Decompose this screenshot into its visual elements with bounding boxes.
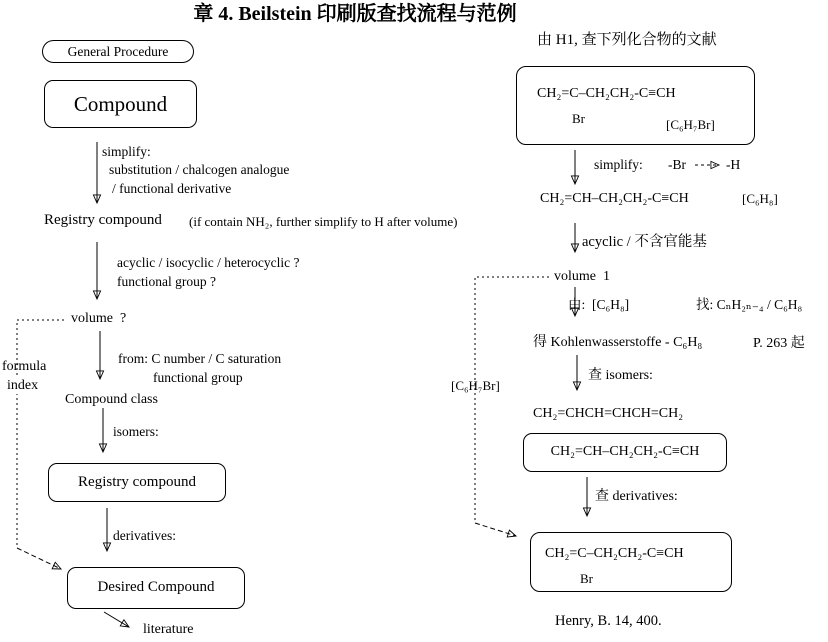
formula-index-line1: formula xyxy=(2,359,47,374)
desired-compound-label: Desired Compound xyxy=(97,579,215,596)
page-title: 章 4. Beilstein 印刷版查找流程与范例 xyxy=(193,3,517,25)
derivative-formula: CH₂=C–CH₂CH₂-C≡CH xyxy=(545,546,684,561)
target-compound-substituent: Br xyxy=(572,111,585,126)
simplified-formula: CH₂=CH–CH₂CH₂-C≡CH xyxy=(540,191,689,206)
compound-box xyxy=(44,80,197,128)
isomer-match-box xyxy=(523,433,727,472)
registry-note: (if contain NH₂, further simplify to H after volume) xyxy=(189,214,458,229)
volume-question: volume ? xyxy=(71,311,127,326)
registry-compound-box-label: Registry compound xyxy=(78,473,196,490)
classification-label: acyclic / 不含官能基 xyxy=(582,234,707,250)
right-header: 由 H1, 查下列化合物的文献 xyxy=(537,32,717,48)
literature-label: literature xyxy=(143,622,194,637)
formula-index-line2: index xyxy=(7,378,39,393)
simplify-label: simplify: xyxy=(102,144,151,159)
reference-citation: Henry, B. 14, 400. xyxy=(555,613,662,629)
from-criteria-1: from: C number / C saturation xyxy=(118,351,282,366)
lookup-from-label: 由: [C₆H₈] xyxy=(568,297,630,312)
simplify-to: -H xyxy=(726,157,741,172)
side-formula-label: [C₆H₇Br] xyxy=(451,378,500,393)
result-label: 得 Kohlenwasserstoffe - C₆H₈ xyxy=(533,335,703,350)
compound-label: Compound xyxy=(73,91,168,116)
isomer-match-formula: CH₂=CH–CH₂CH₂-C≡CH xyxy=(550,444,700,460)
right-simplify-label: simplify: xyxy=(594,157,643,172)
derivative-substituent: Br xyxy=(580,571,593,586)
target-compound-formula: CH₂=C–CH₂CH₂-C≡CH xyxy=(537,86,676,101)
simplify-detail-1: substitution / chalcogen analogue xyxy=(109,162,290,177)
registry-compound-box xyxy=(48,463,226,502)
general-procedure-badge xyxy=(42,40,194,63)
desired-compound-box xyxy=(67,567,245,609)
isomer-formula: CH₂=CHCH=CHCH=CH₂ xyxy=(533,406,684,421)
general-procedure-label: General Procedure xyxy=(67,43,169,59)
ring-question: acyclic / isocyclic / heterocyclic ? xyxy=(117,255,300,270)
simplified-formula-label: [C₆H₈] xyxy=(742,191,778,206)
compound-class-label: Compound class xyxy=(65,392,158,407)
connector-formula-index-left xyxy=(17,320,64,548)
registry-compound-text: Registry compound xyxy=(44,212,162,228)
check-isomers-label: 查 isomers: xyxy=(588,368,653,383)
volume-1-label: volume 1 xyxy=(554,269,610,284)
derivatives-label: derivatives: xyxy=(113,528,176,543)
arrow-desired-to-literature xyxy=(104,612,129,627)
simplify-detail-2: / functional derivative xyxy=(112,181,232,196)
check-derivatives-label: 查 derivatives: xyxy=(595,489,678,504)
functional-question: functional group ? xyxy=(117,274,216,289)
target-compound-label: [C₆H₇Br] xyxy=(666,117,715,132)
connector-formula-index-right xyxy=(475,277,549,523)
dashed-arrow-into-box3 xyxy=(475,523,516,536)
page-ref-label: P. 263 起 xyxy=(753,336,805,351)
simplify-from: -Br xyxy=(668,157,686,172)
target-compound-box xyxy=(516,66,755,145)
dashed-arrow-into-desired xyxy=(17,548,61,569)
from-criteria-2: functional group xyxy=(153,370,243,385)
isomers-label: isomers: xyxy=(113,424,159,439)
lookup-find-label: 找: CₙH₂ₙ₋₄ / C₆H₈ xyxy=(696,297,803,312)
